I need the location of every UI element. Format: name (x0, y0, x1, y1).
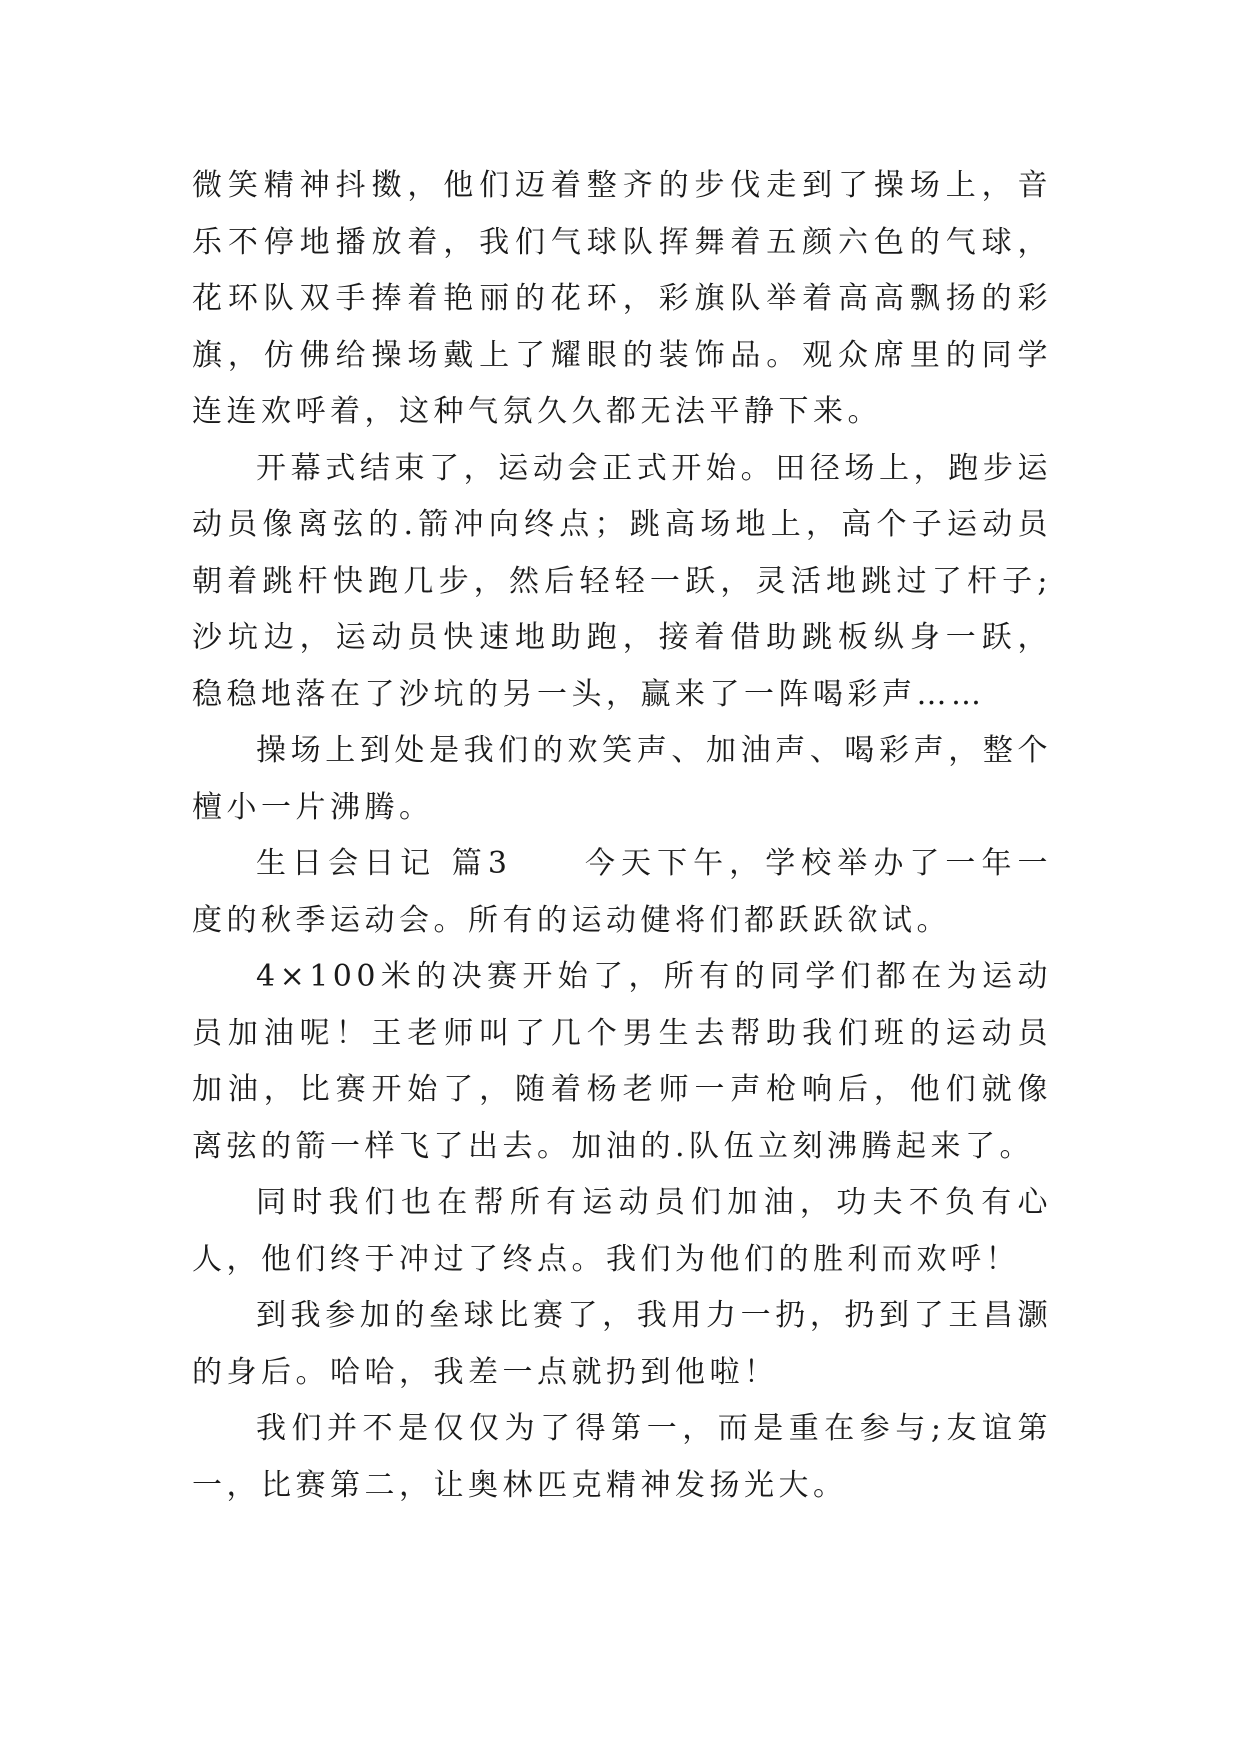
paragraph-5: 4×100米的决赛开始了，所有的同学们都在为运动员加油呢！王老师叫了几个男生去帮助我们班的运动员加油，比赛开始了，随着杨老师一声枪响后，他们就像离弦的箭一样飞了出去。加油的.队伍立刻沸腾起来了。 (192, 959, 1052, 1164)
paragraph-2: 开幕式结束了，运动会正式开始。田径场上，跑步运动员像离弦的.箭冲向终点；跳高场地上，高个子运动员朝着跳杆快跑几步，然后轻轻一跃，灵活地跳过了杆子;沙坑边，运动员快速地助跑，接着借助跳板纵身一跃，稳稳地落在了沙坑的另一头，赢来了一阵喝彩声…… (192, 450, 1052, 712)
paragraph-1: 微笑精神抖擞，他们迈着整齐的步伐走到了操场上，音乐不停地播放着，我们气球队挥舞着五颜六色的气球，花环队双手捧着艳丽的花环，彩旗队举着高高飘扬的彩旗，仿佛给操场戴上了耀眼的装饰品。观众席里的同学连连欢呼着，这种气氛久久都无法平静下来。 (192, 168, 1052, 429)
document-body (192, 158, 1052, 1514)
paragraph-3: 操场上到处是我们的欢笑声、加油声、喝彩声，整个檀小一片沸腾。 (192, 733, 1052, 825)
paragraph-4: 生日会日记 篇3 今天下午，学校举办了一年一度的秋季运动会。所有的运动健将们都跃跃欲试。 (192, 846, 1052, 938)
paragraph-6: 同时我们也在帮所有运动员们加油，功夫不负有心人，他们终于冲过了终点。我们为他们的胜利而欢呼！ (192, 1185, 1052, 1277)
paragraph-8: 我们并不是仅仅为了得第一，而是重在参与;友谊第一，比赛第二，让奥林匹克精神发扬光大。 (192, 1411, 1052, 1503)
paragraph-7: 到我参加的垒球比赛了，我用力一扔，扔到了王昌灏的身后。哈哈，我差一点就扔到他啦！ (192, 1298, 1052, 1390)
